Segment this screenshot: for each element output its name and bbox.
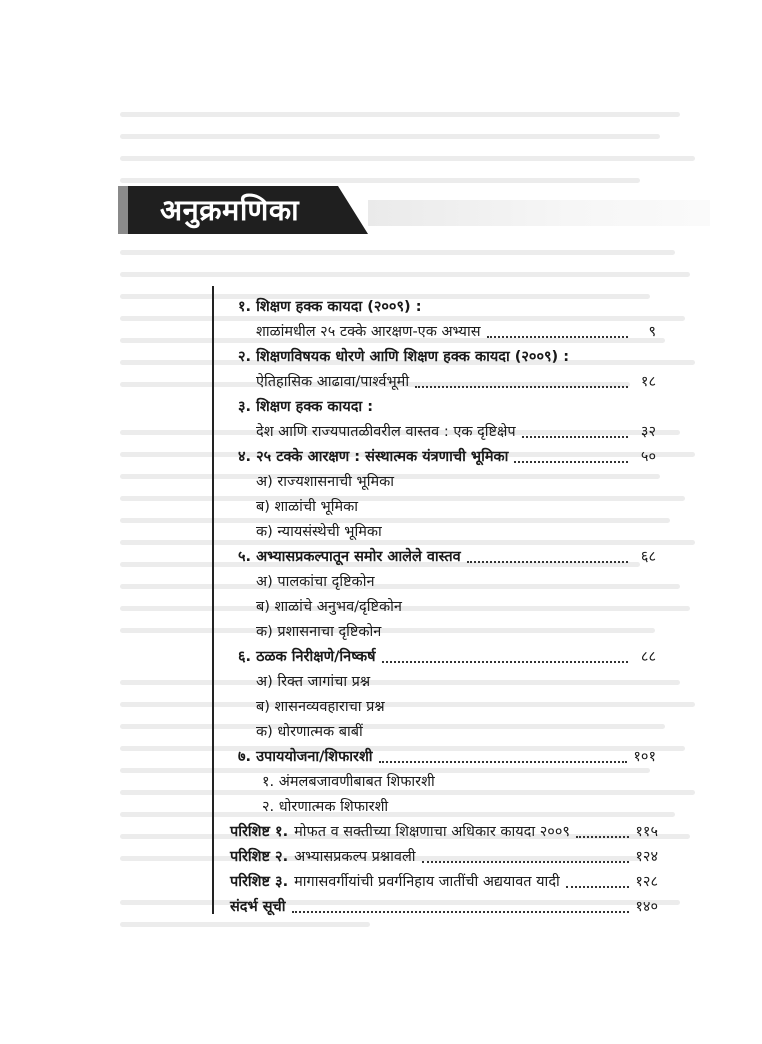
toc-entry-text: देश आणि राज्यपातळीवरील वास्तव : एक दृष्टिक्षेप — [256, 424, 516, 440]
toc-entry-text: शाळांमधील २५ टक्के आरक्षण-एक अभ्यास — [256, 324, 481, 340]
toc-subitem-text: ब) शाळांचे अनुभव/दृष्टिकोन — [256, 599, 402, 615]
toc-entry-4[interactable] — [238, 446, 656, 468]
toc-heading-2 — [238, 346, 656, 368]
appendix-text: मागासवर्गीयांची प्रवर्गनिहाय जातींची अद्ययावत यादी — [294, 874, 560, 890]
page-number: १२४ — [635, 849, 658, 865]
toc-subitem-text: अ) रिक्त जागांचा प्रश्न — [256, 674, 371, 690]
page-number: ८८ — [640, 649, 656, 665]
page-number: १२८ — [635, 874, 658, 890]
dot-leader — [422, 861, 630, 863]
toc-entry-6[interactable] — [238, 646, 656, 668]
page-number: ११५ — [635, 824, 658, 840]
toc-subitem-text: अ) राज्यशासनाची भूमिका — [256, 474, 395, 490]
toc-entry-2[interactable] — [256, 371, 656, 393]
toc-subitem[interactable] — [256, 621, 656, 643]
banner-tail — [368, 200, 710, 226]
toc-subitem[interactable] — [256, 496, 656, 518]
toc-heading-text: ४. २५ टक्के आरक्षण : संस्थात्मक यंत्रणाची भूमिका — [238, 449, 509, 465]
toc-appendix-3[interactable] — [230, 871, 658, 893]
toc-references[interactable] — [230, 896, 658, 918]
toc-entry-text: ऐतिहासिक आढावा/पार्श्वभूमी — [256, 374, 410, 390]
toc-entry-1[interactable] — [256, 321, 656, 343]
toc-entry-3[interactable] — [256, 421, 656, 443]
toc-subitem[interactable] — [256, 521, 656, 543]
dot-leader — [487, 336, 628, 338]
page-number: १०१ — [633, 749, 656, 765]
toc-subitem-text: २. धोरणात्मक शिफारशी — [262, 799, 389, 815]
page-number: १४० — [635, 899, 658, 915]
page-number: ६८ — [640, 549, 656, 565]
page-number: ५० — [640, 449, 656, 465]
toc-entry-5[interactable] — [238, 546, 656, 568]
page-title: अनुक्रमणिका — [160, 193, 300, 227]
appendix-label: परिशिष्ट ३. — [230, 874, 289, 890]
toc-subitem-text: अ) पालकांचा दृष्टिकोन — [256, 574, 375, 590]
page-number: ३२ — [640, 424, 656, 440]
toc-subitem[interactable] — [256, 671, 656, 693]
toc-subitem[interactable] — [262, 796, 656, 818]
toc-heading-text: ३. शिक्षण हक्क कायदा : — [238, 399, 374, 415]
toc-subitem-text: क) प्रशासनाचा दृष्टिकोन — [256, 624, 382, 640]
toc-subitem[interactable] — [256, 596, 656, 618]
dot-leader — [467, 561, 628, 563]
dot-leader — [415, 386, 628, 388]
toc-subitem[interactable] — [256, 696, 656, 718]
dot-leader — [382, 661, 628, 663]
toc-heading-text: ७. उपाययोजना/शिफारशी — [238, 749, 373, 765]
appendix-text: मोफत व सक्तीच्या शिक्षणाचा अधिकार कायदा २००९ — [294, 824, 570, 840]
toc-subitem[interactable] — [256, 471, 656, 493]
toc-subitem-text: क) धोरणात्मक बाबीं — [256, 724, 363, 740]
toc-subitem-text: क) न्यायसंस्थेची भूमिका — [256, 524, 382, 540]
toc-heading-text: १. शिक्षण हक्क कायदा (२००९) : — [238, 299, 422, 315]
toc-heading-text: ६. ठळक निरीक्षणे/निष्कर्ष — [238, 649, 376, 665]
dot-leader — [576, 836, 629, 838]
toc-subitem-text: ब) शाळांची भूमिका — [256, 499, 359, 515]
toc-entry-7[interactable] — [238, 746, 656, 768]
page-number: १८ — [640, 374, 656, 390]
toc-subitem[interactable] — [256, 721, 656, 743]
dot-leader — [566, 886, 630, 888]
toc-appendix-1[interactable] — [230, 821, 658, 843]
toc-vertical-rule — [212, 286, 214, 914]
dot-leader — [379, 761, 628, 763]
appendix-label: परिशिष्ट २. — [230, 849, 289, 865]
toc-subitem-text: १. अंमलबजावणीबाबत शिफारशी — [262, 774, 435, 790]
references-label: संदर्भ सूची — [230, 899, 286, 915]
dot-leader — [292, 911, 630, 913]
appendix-label: परिशिष्ट १. — [230, 824, 289, 840]
toc-heading-text: २. शिक्षणविषयक धोरणे आणि शिक्षण हक्क कायदा (२००९) : — [238, 349, 570, 365]
toc-subitem-text: ब) शासनव्यवहाराचा प्रश्न — [256, 699, 385, 715]
toc-appendix-2[interactable] — [230, 846, 658, 868]
toc-heading-1 — [238, 296, 656, 318]
appendix-text: अभ्यासप्रकल्प प्रश्नावली — [294, 849, 416, 865]
toc-heading-3 — [238, 396, 656, 418]
page-number: ९ — [648, 324, 656, 340]
toc-subitem[interactable] — [256, 571, 656, 593]
toc-heading-text: ५. अभ्यासप्रकल्पातून समोर आलेले वास्तव — [238, 549, 461, 565]
toc-subitem[interactable] — [262, 771, 656, 793]
dot-leader — [522, 436, 628, 438]
dot-leader — [514, 461, 628, 463]
